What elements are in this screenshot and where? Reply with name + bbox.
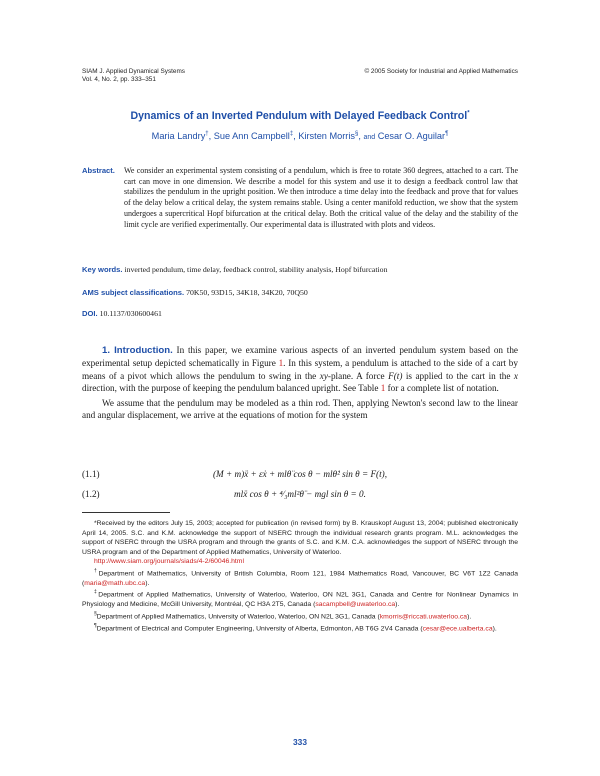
keywords (82, 265, 518, 275)
footnote-text: Department of Applied Mathematics, University of Waterloo, Waterloo, ON N2L 3G1, Canada ( (96, 613, 380, 621)
email-link[interactable]: cesar@ece.ualberta.ca (422, 625, 493, 632)
intro-math: x (513, 370, 518, 381)
footnote-mark: ¶ (94, 622, 97, 629)
intro-text: -plane. A force (327, 370, 389, 381)
intro-text: . In this system, a pendulum is attached to the side of a cart by means of a pivot which allows the pendulum to swing in the (82, 358, 518, 381)
doi-label: DOI. (82, 309, 98, 318)
footnote-mark: † (94, 567, 99, 574)
paper-title (82, 110, 518, 122)
table-reference-link[interactable]: 1 (380, 383, 386, 394)
author-footnote-mark[interactable]: ‡ (289, 131, 294, 137)
footnote-mark: § (94, 610, 97, 617)
abstract (82, 166, 518, 230)
intro-math: F(t) (388, 370, 403, 381)
footnote-author-4 (82, 622, 518, 634)
ams-label: AMS subject classifications. (82, 288, 185, 297)
equation-expression: mlẍ cos θ + ⁴⁄₃ml²θ̈ − mgl sin θ = 0. (234, 489, 366, 499)
author-conjunction: and (363, 134, 376, 142)
footnote-text: Department of Electrical and Computer Engineering, University of Alberta, Edmonton, AB T6G 2V4 Canada ( (96, 625, 423, 632)
figure-reference-link[interactable]: 1 (278, 358, 284, 369)
abstract-label: Abstract. (82, 166, 115, 175)
author-name: Cesar O. Aguilar (377, 131, 446, 142)
footnote-author-2 (82, 588, 518, 609)
footnote-received: *Received by the editors July 15, 2003; accepted for publication (in revised form) by B. Krauskopf August 13, 2004; published electronically April 14, 2005. S.C. and K.M. acknowledge the support of NSERC through the individual research grants program. M.L. acknowledges the support of NSERC through the USRA program and through the grants of S.C. and K.M. C.A. acknowledges the support of NSERC through the USRA program and of the Department of Applied Mathematics, University of Waterloo. (82, 520, 518, 556)
article-url-link[interactable]: http://www.siam.org/journals/siads/4-2/60046.html (94, 558, 244, 566)
equation-number: (1.2) (82, 489, 100, 499)
copyright-notice: © 2005 Society for Industrial and Applied Mathematics (364, 68, 518, 75)
ams-classifications (82, 288, 518, 298)
author-name: Sue Ann Campbell (213, 131, 290, 142)
footnote-divider (82, 512, 170, 513)
page-number: 333 (293, 737, 307, 747)
intro-paragraph-1 (82, 344, 518, 395)
title-text: Dynamics of an Inverted Pendulum with Delayed Feedback Control (130, 110, 468, 122)
ams-text: 70K50, 93D15, 34K18, 34K20, 70Q50 (186, 288, 308, 297)
introduction-section (82, 344, 518, 421)
doi-text: 10.1137/030600461 (99, 309, 162, 318)
equation-number: (1.1) (82, 469, 100, 479)
footnote-text: Department of Applied Mathematics, University of Waterloo, Waterloo, ON N2L 3G1, Canada and Centre for Nonlinear Dynamics in Physiology and Medicine, McGill University, Montréal, QC H3A 2T5, Canada ( (82, 591, 518, 609)
email-link[interactable]: maria@math.ubc.ca (84, 579, 146, 587)
intro-paragraph-2: We assume that the pendulum may be modeled as a thin rod. Then, applying Newton's second law to the linear and angular displacement, we arrive at the equations of motion for the system (82, 397, 518, 421)
email-link[interactable]: kmorris@riccati.uwaterloo.ca (379, 613, 468, 621)
author-footnote-mark[interactable]: ¶ (445, 131, 449, 137)
journal-volume: Vol. 4, No. 2, pp. 333–351 (82, 76, 156, 83)
journal-name: SIAM J. Applied Dynamical Systems (82, 68, 185, 75)
keywords-text: inverted pendulum, time delay, feedback control, stability analysis, Hopf bifurcation (124, 265, 388, 274)
footnote-text: Department of Mathematics, University of British Columbia, Room 121, 1984 Mathematics Road, Vancouver, BC V6T 1Z2 Canada ( (82, 570, 518, 587)
author-name: Maria Landry (151, 131, 206, 142)
intro-text: direction, with the purpose of keeping the pendulum balanced upright. See Table (82, 383, 381, 394)
intro-text: for a complete list of notation. (385, 383, 499, 394)
footnote-url-line (82, 557, 518, 567)
intro-text: In this paper, we examine various aspects of an inverted pendulum system based on the experimental setup depicted schematically in Figure (82, 345, 518, 369)
footnote-text: ). (467, 613, 472, 621)
doi (82, 309, 518, 319)
journal-header (82, 68, 518, 84)
section-heading: 1. Introduction. (102, 345, 173, 356)
footnote-mark: ‡ (94, 589, 99, 596)
footnote-text: ). (145, 579, 150, 587)
footnote-author-1 (82, 567, 518, 588)
footnote-author-3 (82, 610, 518, 622)
equation-expression: (M + m)ẍ + εẋ + mlθ̈ cos θ − mlθ̇² sin θ = F(t), (212, 469, 388, 479)
title-footnote-mark[interactable]: * (467, 110, 470, 117)
footnotes (82, 519, 518, 634)
footnote-text: ). (395, 601, 400, 609)
keywords-label: Key words. (82, 265, 123, 274)
author-name: Kirsten Morris (298, 131, 355, 142)
abstract-text: We consider an experimental system consisting of a pendulum, which is free to rotate 360 degrees, attached to a cart. The cart can move in one dimension. We describe a model for this system and use it to design a feedback control law that stabilizes the pendulum in the upright position. We then introduce a time delay into the feedback and prove that for values of the delay below a critical delay, the system remains stable. Using a center manifold reduction, we show that the system undergoes a supercritical Hopf bifurcation at the critical delay. Both the critical value of the delay and the stability of the limit cycle are verified experimentally. Our experimental data is illustrated with plots and videos. (124, 166, 518, 229)
email-link[interactable]: sacampbell@uwaterloo.ca (315, 601, 396, 609)
author-footnote-mark[interactable]: § (354, 131, 359, 137)
author-footnote-mark[interactable]: † (205, 131, 209, 137)
author-list: Maria Landry†, Sue Ann Campbell‡, Kirsten Morris§, and Cesar O. Aguilar¶ (151, 131, 449, 142)
intro-math: xy (319, 370, 328, 381)
intro-text: is applied to the cart in the (402, 370, 514, 381)
footnote-text: ). (492, 625, 497, 632)
